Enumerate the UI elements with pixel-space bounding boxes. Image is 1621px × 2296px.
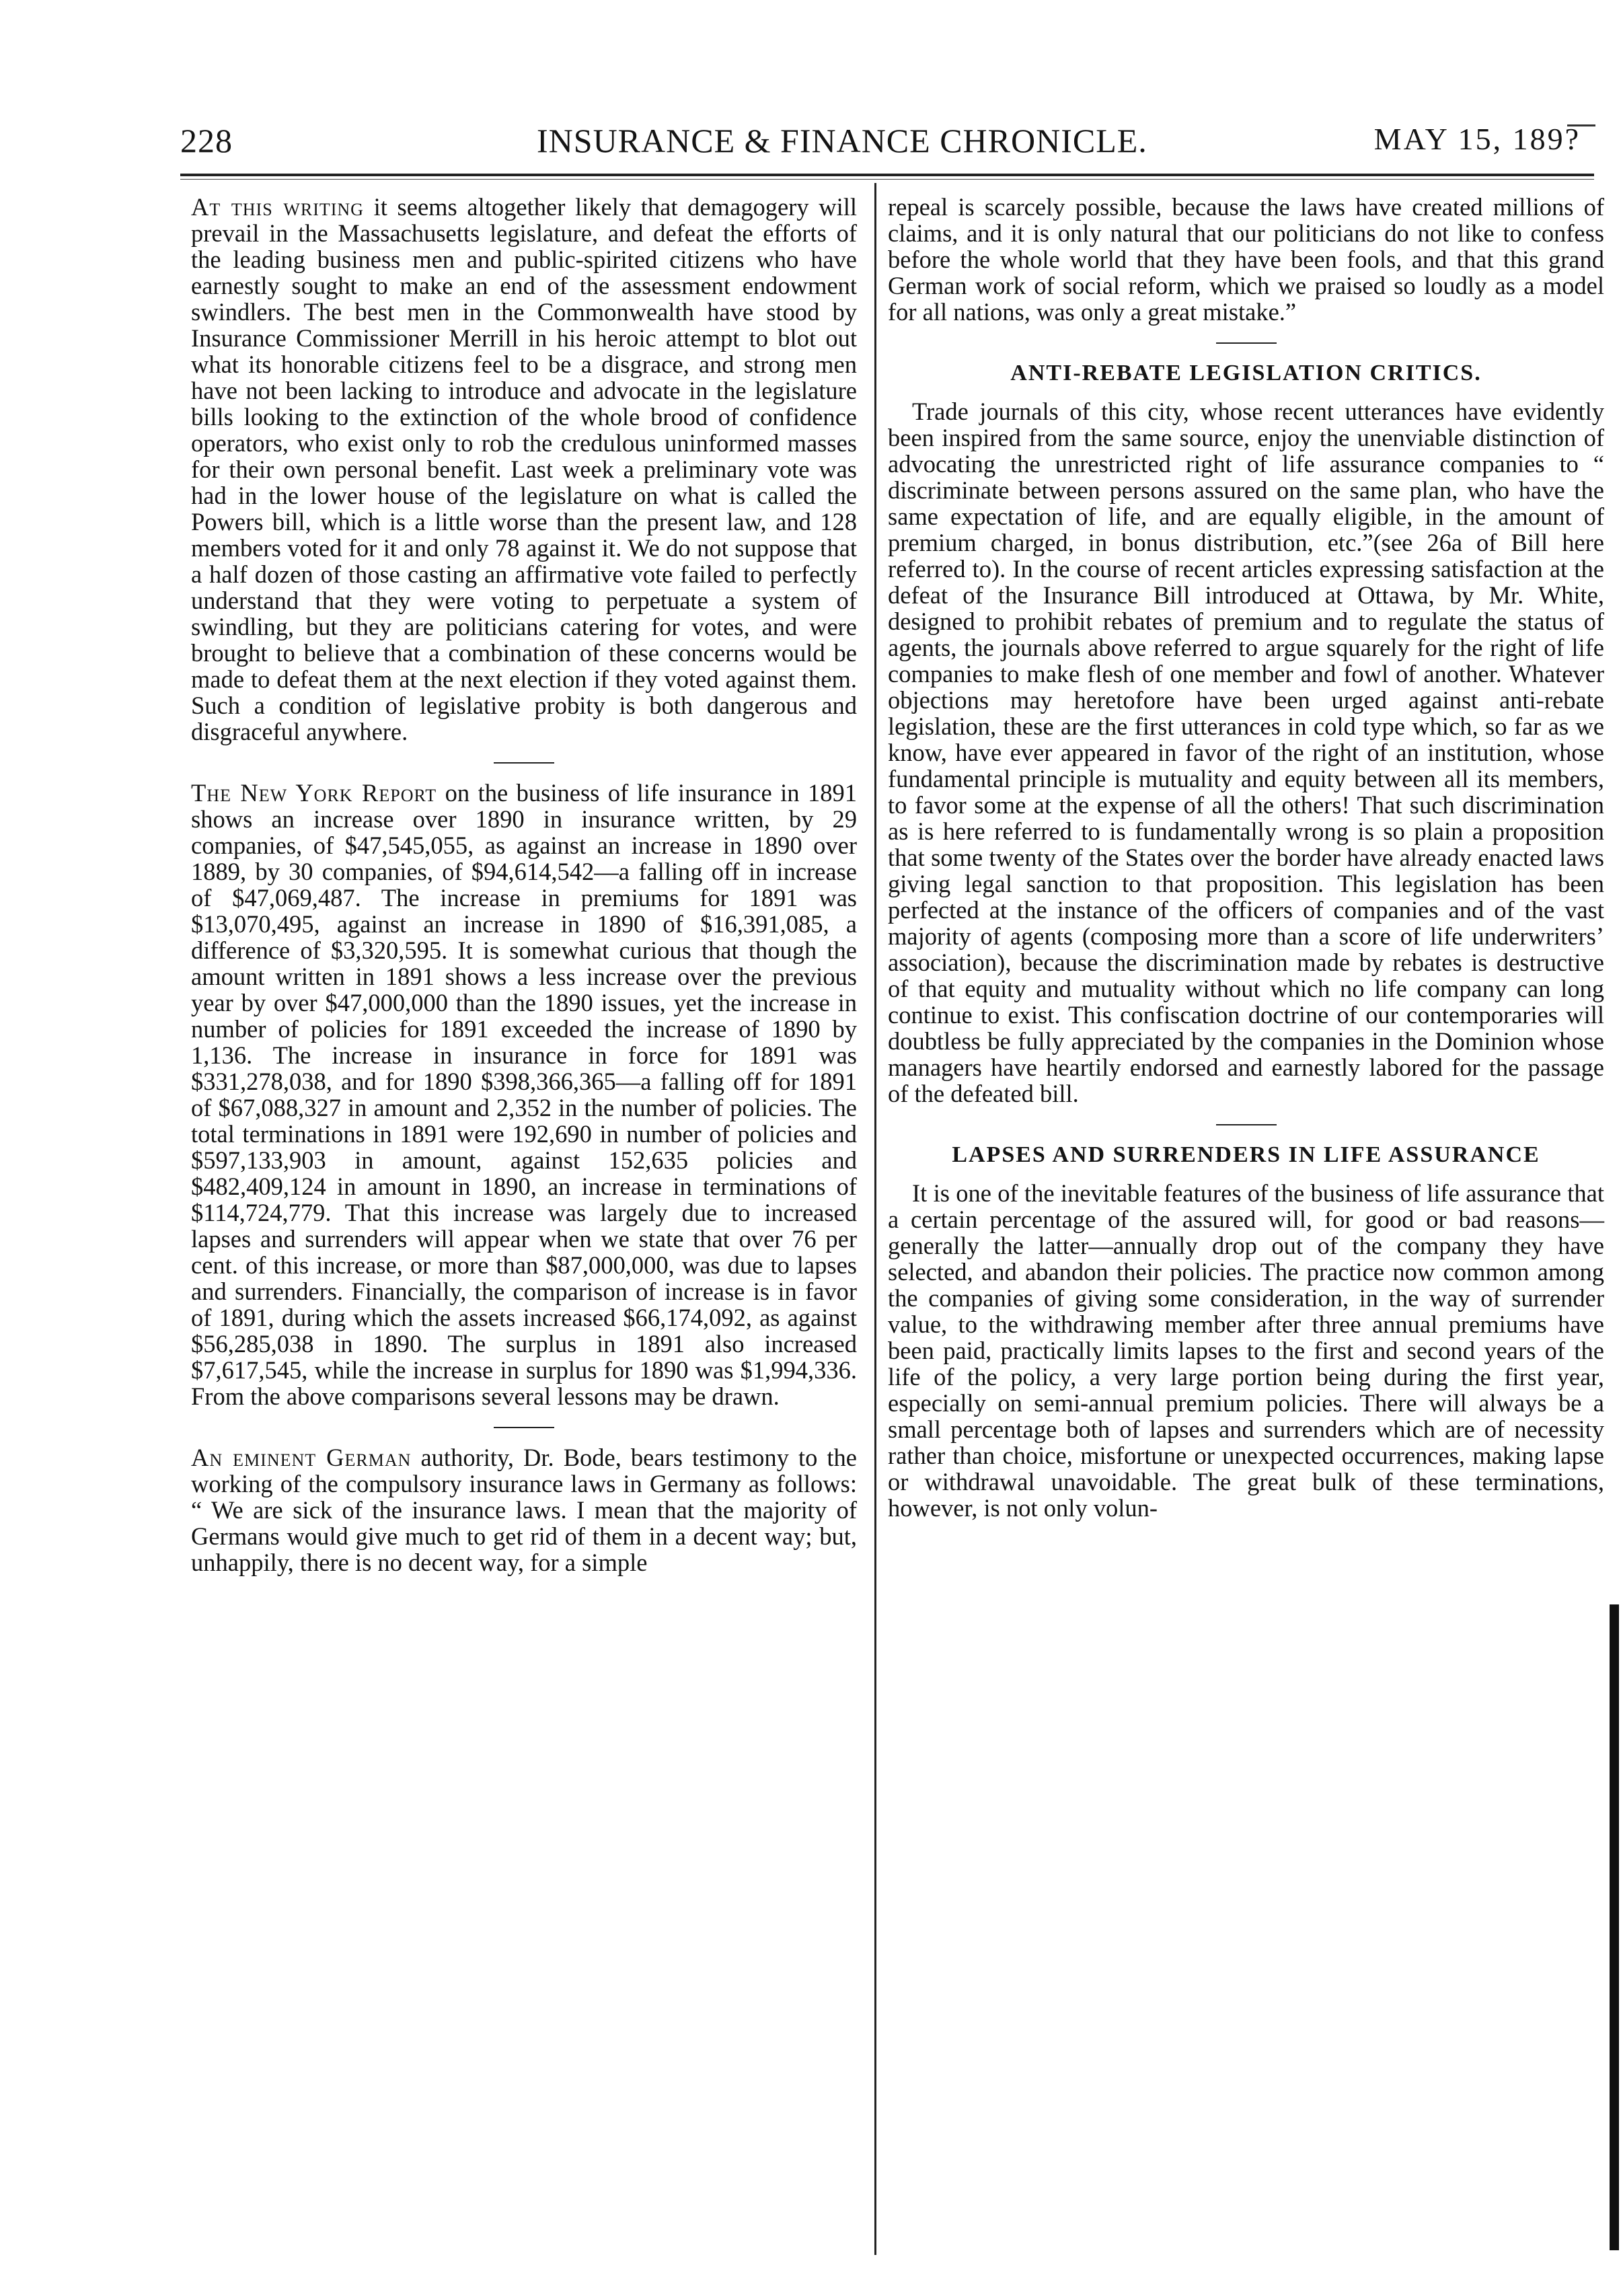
column-divider: [874, 183, 876, 2255]
section-divider: [1216, 1124, 1277, 1125]
article-continuation: repeal is scarcely possible, because the laws have created millions of claims, and it is only natural that our politicians do not like to confess before the whole world that they have been fools, and that this grand German work of social reform, which we praised so loudly as a model for all nations, was only a great mistake.”: [888, 193, 1604, 326]
page-edge-shadow: [1610, 1604, 1619, 2250]
journal-title: INSURANCE & FINANCE CHRONICLE.: [537, 122, 1147, 159]
article-body: it seems altogether likely that demagogery will prevail in the Massachusetts legislature, and defeat the efforts of the leading business men and public-spirited citizens who have earnestly sought to make an end of the assessment endowment swindlers. The best men in the Commonwealth have stood by Insurance Commissioner Merrill in his heroic attempt to blot out what its honorable citizens feel to be a disgrace, and strong men have not been lacking to introduce and advocate in the legislature bills looking to the extinction of the whole brood of confidence operators, who exist only to rob the credulous uninformed masses for their own personal benefit. Last week a preliminary vote was had in the lower house of the legislature on what is called the Powers bill, which is a little worse than the present law, and 128 members voted for it and only 78 against it. We do not suppose that a half dozen of those casting an affirmative vote failed to perfectly understand that they were voting to perpetuate a system of swindling, but they are politicians catering for votes, and were brought to believe that a combination of these concerns would be made to defeat them at the next election if they voted against them. Such a condition of legislative probity is both dangerous and disgraceful anywhere.: [191, 193, 857, 745]
article-lapses: It is one of the inevitable features of the business of life assurance that a certain percentage of the assured will, for good or bad reasons—generally the latter—annually drop out of the company they have selected, and abandon their policies. The practice now common among the companies of giving some consideration, in the way of surrender value, to the withdrawing member after three annual premiums have been paid, practically limits lapses to the first and second years of the life of the policy, a very large portion being during the first year, especially on semi-annual premium policies. There will always be a small percentage both of lapses and surrenders which are of necessity rather than choice, misfortune or unexpected occurrences, making lapse or withdrawal unavoidable. The great bulk of these terminations, however, is not only volun-: [888, 1179, 1604, 1522]
section-heading-lapses: LAPSES AND SURRENDERS IN LIFE ASSURANCE: [952, 1142, 1540, 1167]
lead-in: An eminent German: [191, 1444, 412, 1471]
article-massachusetts: [191, 194, 857, 745]
lead-in: The New York Report: [191, 779, 437, 807]
right-column: [888, 194, 1604, 1521]
page-header: [180, 121, 1581, 175]
article-body: on the business of life insurance in 1891 shows an increase over 1890 in insurance written, by 29 companies, of $47,545,055, as against an increase in 1890 over 1889, by 30 companies, of $94,614,542—a falling off in increase of $47,069,487. The increase in premiums for 1891 was $13,070,495, against an increase in 1890 of $16,391,085, a difference of $3,320,595. It is somewhat curious that though the amount written in 1891 shows a less increase over the previous year by over $47,000,000 than the 1890 issues, yet the increase in number of policies for 1891 exceeded the increase of 1890 by 1,136. The increase in insurance in force for 1891 was $331,278,038, and for 1890 $398,366,365—a falling off for 1891 of $67,088,327 in amount and 2,352 in the number of policies. The total terminations in 1891 were 192,690 in number of policies and $597,133,903 in amount, against 152,635 policies and $482,409,124 in amount in 1890, an increase in terminations of $114,724,779. That this increase was largely due to increased lapses and surrenders will appear when we state that over 76 per cent. of this increase, or more than $87,000,000, was due to lapses and surrenders. Financially, the comparison of increase is in favor of 1891, during which the assets increased $66,174,092, as against $56,285,038 in 1890. The surplus in 1891 also increased $7,617,545, while the increase in surplus for 1890 was $1,994,336. From the above comparisons several lessons may be drawn.: [191, 779, 857, 1410]
left-column: [191, 194, 857, 1576]
section-divider: [494, 762, 554, 764]
lead-in: At this writing: [191, 193, 364, 221]
page-number: 228: [180, 122, 233, 159]
article-anti-rebate: Trade journals of this city, whose recent utterances have evidently been inspired from the same source, enjoy the unenviable distinction of advocating the unrestricted right of life assurance companies to “ discriminate between persons assured on the same plan, who have the same expectation of life, and are equally eligible, in the amount of premium charged, in bonus distribution, etc.”(see 26a of Bill here referred to). In the course of recent articles expressing satisfaction at the defeat of the Insurance Bill introduced at Ottawa, by Mr. White, designed to prohibit rebates of premium and to regulate the status of agents, the journals above referred to argue squarely for the right of life companies to make flesh of one member and fowl of another. Whatever objections may heretofore have been urged against anti-rebate legislation, these are the first utterances in cold type which, so far as we know, have ever appeared in favor of the right of an institution, whose fundamental principle is mutuality and equity between all its members, to favor some at the expense of all the others! That such discrimination as is here referred to is fundamentally wrong is so plain a proposition that some twenty of the States over the border have already enacted laws giving legal sanction to that proposition. This legislation has been perfected at the instance of the officers of companies and of the vast majority of agents (composing more than a score of life underwriters’ association), because the discrimination made by rebates is destructive of that equity and mutuality without which no life company can long continue to exist. This confiscation doctrine of our contemporaries will doubtless be fully appreciated by the companies in the Dominion whose managers have heartily endorsed and earnestly labored for the passage of the defeated bill.: [888, 398, 1604, 1107]
article-new-york-report: [191, 780, 857, 1409]
header-rule: [180, 174, 1594, 176]
section-heading-anti-rebate: ANTI-REBATE LEGISLATION CRITICS.: [1010, 361, 1482, 385]
article-body: authority, Dr. Bode, bears testimony to the working of the compulsory insurance laws in Germany as follows: “ We are sick of the insurance laws. I mean that the majority of Germans would give much to get rid of them in a decent way; but, unhappily, there is no decent way, for a simple: [191, 1444, 857, 1576]
header-rule-thin: [180, 179, 1594, 180]
section-divider: [494, 1427, 554, 1428]
article-german-authority: [191, 1444, 857, 1576]
corner-mark: [1567, 124, 1595, 126]
section-divider: [1216, 342, 1277, 344]
issue-date: MAY 15, 189?: [1373, 122, 1581, 156]
